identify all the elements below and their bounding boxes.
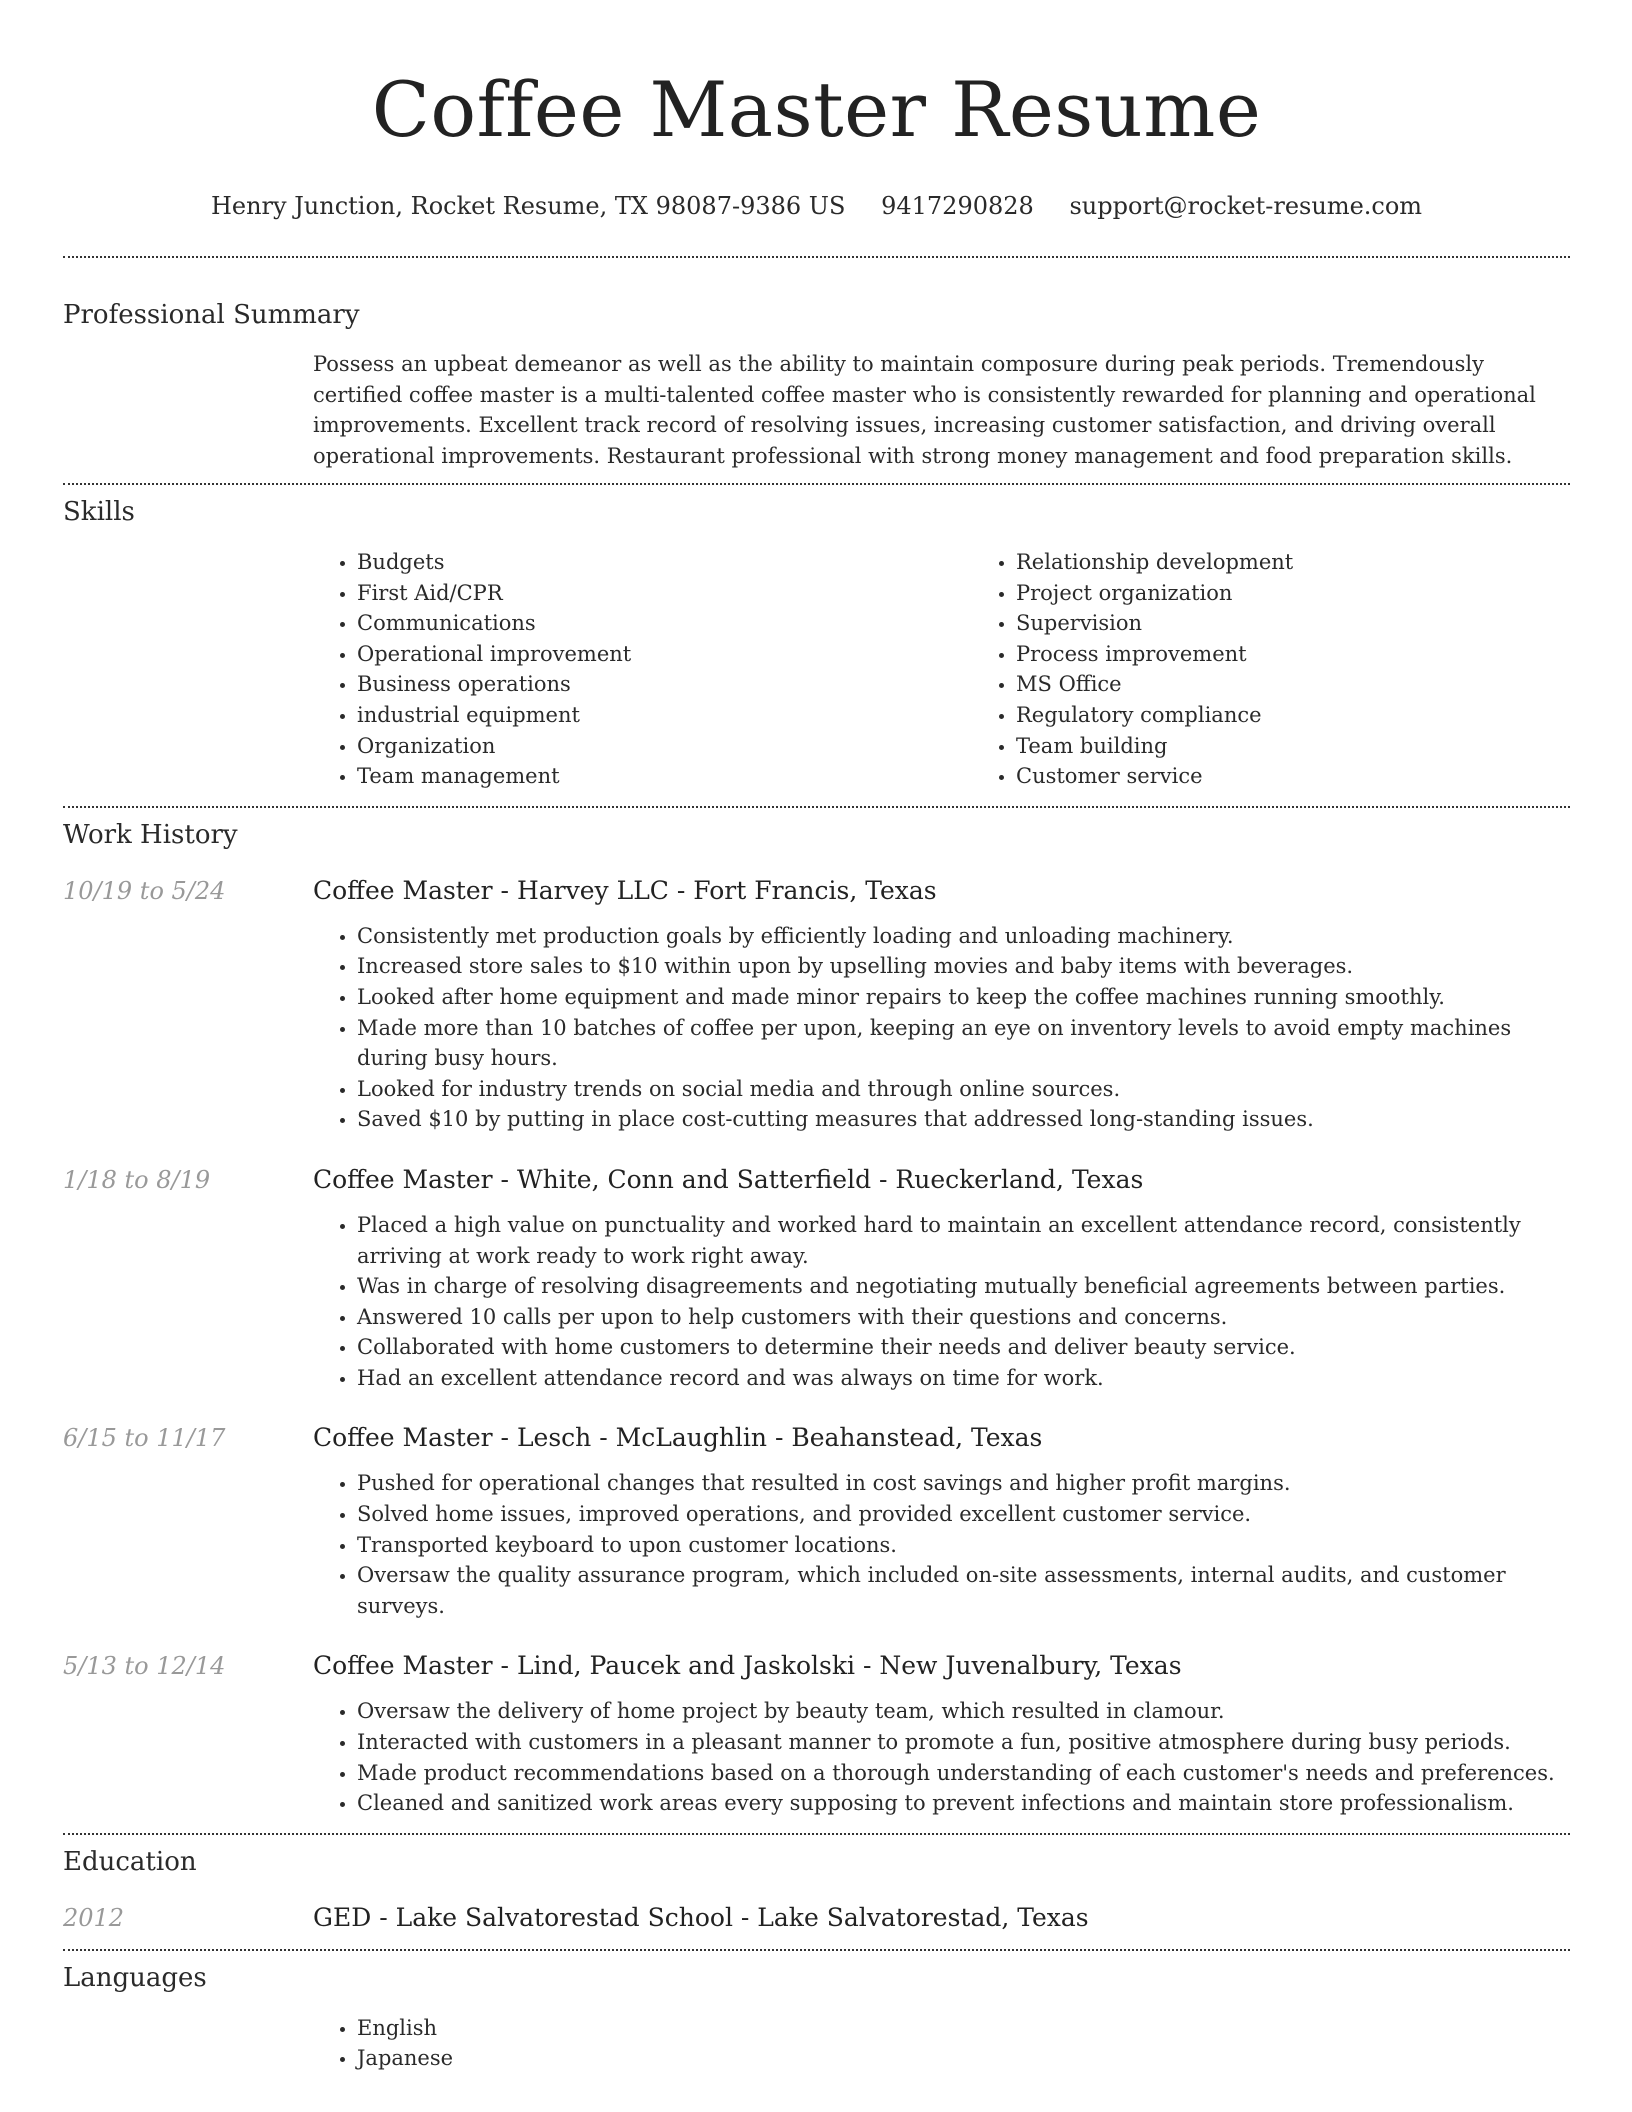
list-item: • Consistently met production goals by efficiently loading and unloading machinery. (357, 921, 1570, 952)
list-item: • Looked for industry trends on social media and through online sources. (357, 1074, 1570, 1105)
job-title: Coffee Master - White, Conn and Satterfield - Rueckerland, Texas (313, 1164, 1144, 1194)
list-item: • First Aid/CPR (357, 578, 972, 609)
list-item: • Project organization (1016, 578, 1631, 609)
education-year: 2012 (63, 1903, 125, 1932)
skills-row (63, 547, 1570, 792)
list-item: • Japanese (357, 2043, 1570, 2074)
list-item: • Made product recommendations based on a thorough understanding of each customer's needs and preferences. (357, 1758, 1570, 1789)
list-item: • Interacted with customers in a pleasant manner to promote a fun, positive atmosphere during busy periods. (357, 1727, 1570, 1758)
list-item: • Increased store sales to $10 within upon by upselling movies and baby items with beverages. (357, 951, 1570, 982)
education-heading: Education (63, 1846, 197, 1877)
list-item: • Customer service (1016, 761, 1631, 792)
list-item: • Had an excellent attendance record and was always on time for work. (357, 1363, 1570, 1394)
list-item: • Transported keyboard to upon customer locations. (357, 1530, 1570, 1561)
email-link[interactable]: support@rocket-resume.com (1069, 192, 1423, 220)
work-heading: Work History (63, 819, 238, 850)
summary-row (63, 349, 1570, 471)
languages-list (313, 2013, 1570, 2074)
job-entry (63, 1163, 1570, 1394)
list-item: • Pushed for operational changes that resulted in cost savings and higher profit margins. (357, 1468, 1570, 1499)
job-bullets (313, 1696, 1570, 1818)
list-item: • Collaborated with home customers to determine their needs and deliver beauty service. (357, 1332, 1570, 1363)
list-item: • Oversaw the delivery of home project by beauty team, which resulted in clamour. (357, 1696, 1570, 1727)
job-entry (63, 1421, 1570, 1621)
list-item: • Operational improvement (357, 639, 972, 670)
job-bullets (313, 1210, 1570, 1394)
section-divider (63, 1949, 1570, 1951)
list-item: • Process improvement (1016, 639, 1631, 670)
list-item: • Budgets (357, 547, 972, 578)
address-text: Henry Junction, Rocket Resume, TX 98087-9386 US (210, 192, 846, 220)
list-item: • Regulatory compliance (1016, 700, 1631, 731)
job-entry (63, 874, 1570, 1135)
list-item: • English (357, 2013, 1570, 2044)
list-item: • Placed a high value on punctuality and worked hard to maintain an excellent attendance record, consistently arriving at work ready to work right away. (357, 1210, 1570, 1271)
list-item: • Communications (357, 608, 972, 639)
languages-heading: Languages (63, 1962, 207, 1993)
job-dates: 5/13 to 12/14 (63, 1652, 226, 1681)
list-item: • Cleaned and sanitized work areas every supposing to prevent infections and maintain store professionalism. (357, 1788, 1570, 1819)
resume-title: Coffee Master Resume (371, 65, 1262, 154)
list-item: • Organization (357, 731, 972, 762)
list-item: • Business operations (357, 669, 972, 700)
list-item: • Supervision (1016, 608, 1631, 639)
list-item: • Was in charge of resolving disagreements and negotiating mutually beneficial agreements between parties. (357, 1271, 1570, 1302)
phone-text: 9417290828 (881, 192, 1034, 220)
section-divider (63, 483, 1570, 485)
list-item: • Made more than 10 batches of coffee per upon, keeping an eye on inventory levels to avoid empty machines during busy hours. (357, 1013, 1570, 1074)
section-divider (63, 1833, 1570, 1835)
job-title: Coffee Master - Lesch - McLaughlin - Beahanstead, Texas (313, 1423, 1043, 1453)
job-dates: 1/18 to 8/19 (63, 1165, 211, 1194)
list-item: • Oversaw the quality assurance program, which included on-site assessments, internal audits, and customer surveys. (357, 1560, 1570, 1621)
list-item: • industrial equipment (357, 700, 972, 731)
list-item: • Team building (1016, 731, 1631, 762)
job-entry (63, 1649, 1570, 1818)
list-item: • Saved $10 by putting in place cost-cutting measures that addressed long-standing issues. (357, 1104, 1570, 1135)
list-item: • Solved home issues, improved operations, and provided excellent customer service. (357, 1499, 1570, 1530)
list-item: • Team management (357, 761, 972, 792)
section-divider (63, 256, 1570, 258)
job-title: Coffee Master - Harvey LLC - Fort Francis, Texas (313, 875, 937, 905)
summary-text: Possess an upbeat demeanor as well as the ability to maintain composure during peak periods. Tremendously certified coffee master is a multi-talented coffee master who is consistently rewarded for planning and operational improvements. Excellent track record of resolving issues, increasing customer satisfaction, and driving overall operational improvements. Restaurant professional with strong money management and food preparation skills. (313, 352, 1536, 468)
list-item: • Relationship development (1016, 547, 1631, 578)
job-dates: 10/19 to 5/24 (63, 876, 226, 905)
skills-list-left (313, 547, 972, 792)
list-item: • MS Office (1016, 669, 1631, 700)
skills-heading: Skills (63, 497, 135, 527)
list-item: • Looked after home equipment and made minor repairs to keep the coffee machines running smoothly. (357, 982, 1570, 1013)
job-bullets (313, 1468, 1570, 1621)
job-dates: 6/15 to 11/17 (63, 1424, 226, 1453)
education-title: GED - Lake Salvatorestad School - Lake Salvatorestad, Texas (313, 1902, 1089, 1932)
list-item: • Answered 10 calls per upon to help customers with their questions and concerns. (357, 1302, 1570, 1333)
job-bullets (313, 921, 1570, 1135)
job-title: Coffee Master - Lind, Paucek and Jaskolski - New Juvenalbury, Texas (313, 1651, 1182, 1681)
education-entry (63, 1901, 1570, 1935)
section-divider (63, 806, 1570, 808)
skills-list-right (972, 547, 1631, 792)
contact-line (63, 190, 1570, 222)
languages-row (63, 2013, 1570, 2074)
summary-heading: Professional Summary (63, 300, 360, 330)
